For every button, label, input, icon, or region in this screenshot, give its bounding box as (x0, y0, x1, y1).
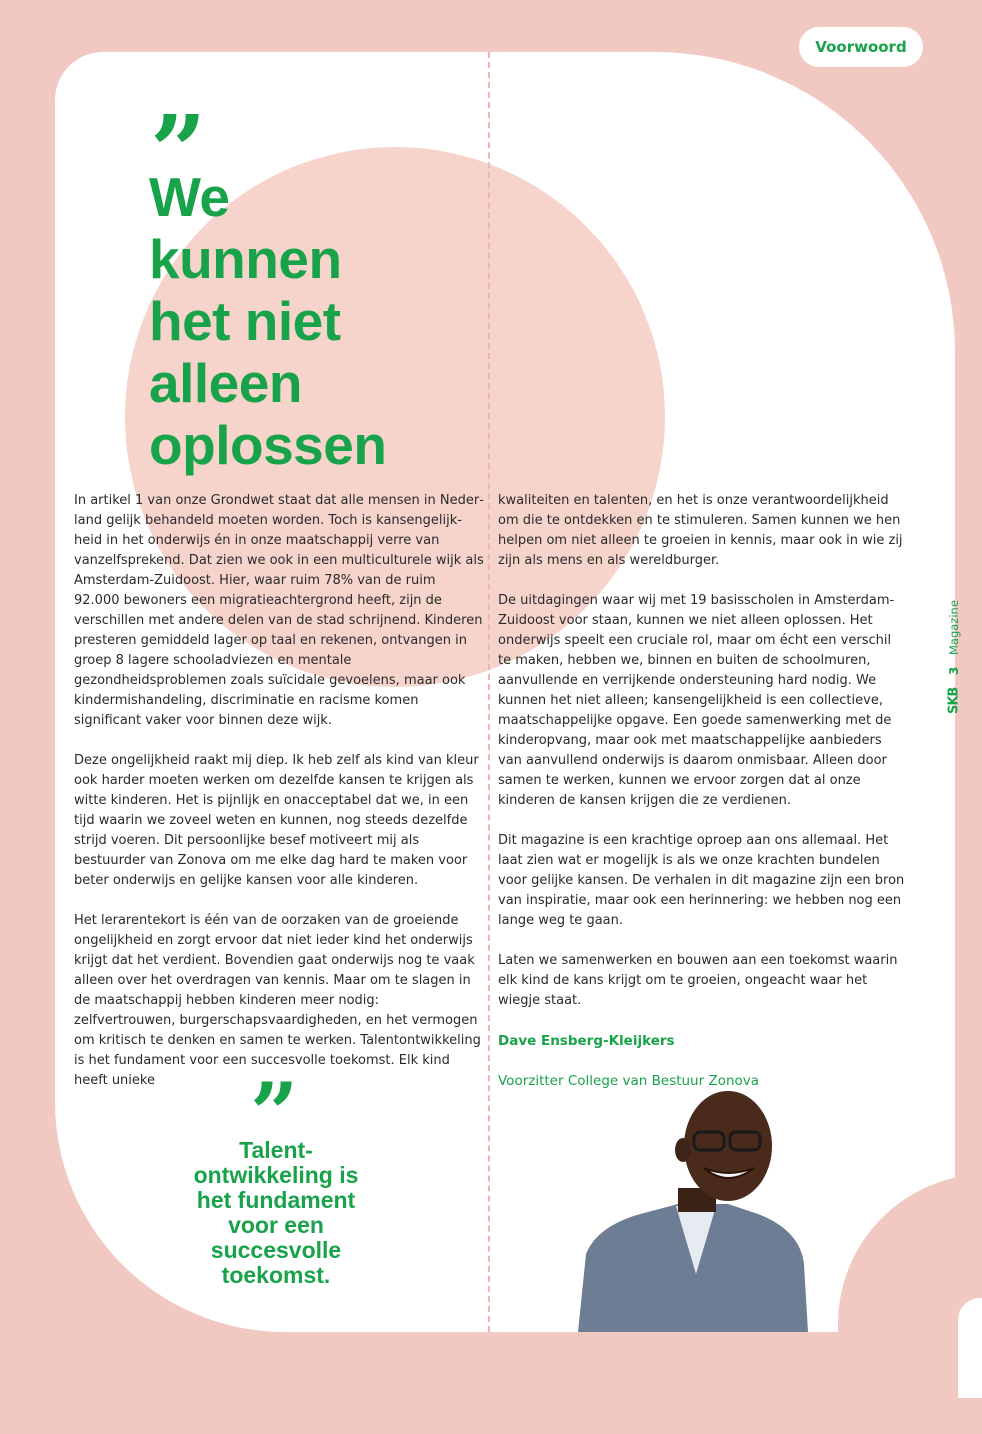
body-paragraph: In artikel 1 van onze Grondwet staat dat alle mensen in Nederland gelijk behandeld moeten worden. Toch is kansengelijkheid in het onderwijs én in onze maatschappij verre van vanzelfsprekend. Dat zien we ook in een multiculturele wijk als Amsterdam-Zuidoost. Hier, waar ruim 78% van de ruim 92.000 bewoners een migratieachtergrond heeft, zijn de verschillen met andere delen van de stad schrijnend. Kinderen presteren gemiddeld lager op taal en rekenen, ontvangen in groep 8 lagere schooladviezen en mentale gezondheidsproblemen zoals suïcidale gevoelens, maar ook kindermishandeling, discriminatie en racisme komen significant vaker voor binnen deze wijk. (74, 493, 484, 728)
side-marker (936, 600, 972, 760)
pullquote-line: voor een (228, 1212, 324, 1238)
author-portrait (578, 1084, 808, 1332)
decorative-corner-tab (958, 1298, 982, 1398)
page-number: 3 (947, 666, 961, 676)
right-column (498, 491, 908, 1111)
body-paragraph: kwaliteiten en talenten, en het is onze verantwoordelijkheid om die te ontdekken en te stimuleren. Samen kunnen we hen helpen om niet alleen te groeien in kennis, maar ook in wie zij zijn als mens en als wereldburger. (498, 493, 903, 568)
brand-logo: SKB (946, 687, 962, 714)
pullquote-icon (250, 1076, 292, 1118)
body-paragraph: De uitdagingen waar wij met 19 basisscholen in Amsterdam-Zuidoost voor staan, kunnen we niet alleen oplossen. Het onderwijs speelt een cruciale rol, maar om écht een verschil te maken, hebben we, binnen en buiten de schoolmuren, aanvullende en verrijkende ondersteuning hard nodig. We kunnen het niet alleen; kansengelijkheid is een collectieve, maatschappelijke opgave. Een goede samenwerking met de kinderopvang, maar ook met maatschappelijke aanbieders van aanvullend onderwijs is daarom onmisbaar. Alleen door samen te werken, kunnen we ervoor zorgen dat al onze kinderen de kansen krijgen die ze verdienen. (498, 593, 895, 808)
pullquote-line: succesvolle (210, 1237, 342, 1263)
headline-line: We (149, 166, 230, 228)
headline-line: het niet (149, 290, 341, 352)
body-paragraph: Dit magazine is een krachtige oproep aan ons allemaal. Het laat zien wat er mogelijk is als we onze krachten bundelen voor gelijke kansen. De verhalen in dit magazine zijn een bron van inspiratie, maar ook een herinnering: we hebben nog een lange weg te gaan. (498, 833, 905, 928)
pullquote (150, 1138, 402, 1288)
signature-role: Voorzitter College van Bestuur Zonova (498, 1073, 760, 1089)
section-label: Magazine (947, 600, 961, 655)
quote-icon (150, 108, 200, 156)
headline-line: alleen (149, 352, 302, 414)
signature (498, 1031, 908, 1091)
body-paragraph: Het lerarentekort is één van de oorzaken van de groeiende ongelijkheid en zorgt ervoor dat niet ieder kind het onderwijs krijgt dat het verdient. Bovendien gaat onderwijs nog te vaak alleen over het overdragen van kennis. Maar om te slagen in de maatschappij hebben kinderen meer nodig: zelfvertrouwen, burgerschapsvaardigheden, en het vermogen om kritisch te denken en samen te werken. Talentontwikkeling is het fundament voor een succesvolle toekomst. Elk kind heeft unieke (74, 913, 481, 1088)
body-paragraph: Deze ongelijkheid raakt mij diep. Ik heb zelf als kind van kleur ook harder moeten werken om dezelfde kansen te krijgen als witte kinderen. Het is pijnlijk en onacceptabel dat we, in een tijd waarin we zoveel weten en kunnen, nog steeds dezelfde strijd voeren. Dit persoonlijke besef motiveert mij als bestuurder van Zonova om me elke dag hard te maken voor beter onderwijs en gelijke kansen voor alle kinderen. (74, 753, 479, 888)
pullquote-line: ontwikkeling is (193, 1162, 359, 1188)
left-column (74, 491, 484, 1111)
signature-name: Dave Ensberg-Kleijkers (498, 1033, 675, 1049)
body-paragraph: Laten we samenwerken en bouwen aan een toekomst waarin elk kind de kans krijgt om te groeien, ongeacht waar het wiegje staat. (498, 953, 898, 1008)
pullquote-line: toekomst. (221, 1262, 331, 1288)
headline-line: kunnen (149, 228, 342, 290)
headline-line: oplossen (149, 414, 387, 476)
headline (149, 166, 529, 476)
pullquote-line: Talent- (239, 1137, 313, 1163)
portrait-ear (675, 1138, 691, 1162)
section-badge: Voorwoord (799, 27, 923, 67)
pullquote-line: het fundament (196, 1187, 356, 1213)
